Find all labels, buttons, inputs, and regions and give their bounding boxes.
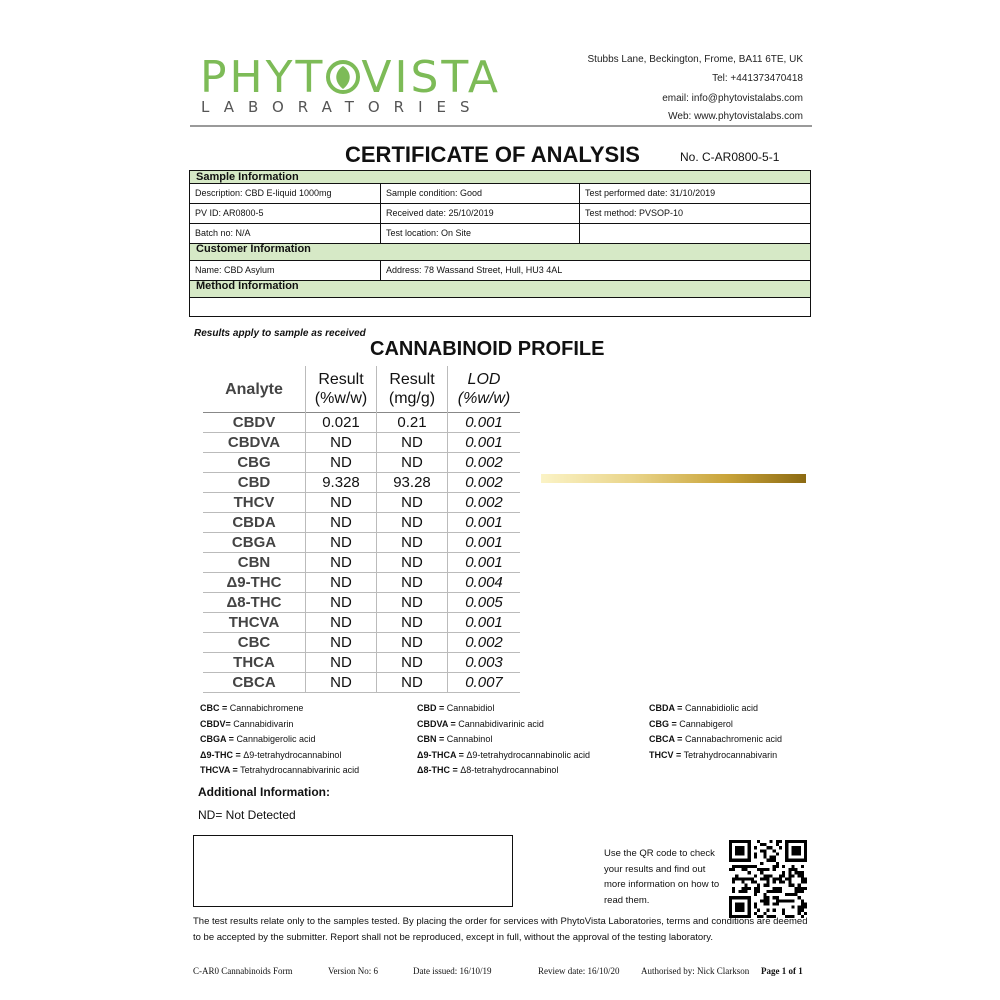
- lod-value: 0.002: [448, 633, 521, 653]
- footer-review: Review date: 16/10/20: [538, 966, 620, 976]
- lod-value: 0.001: [448, 553, 521, 573]
- table-row: [203, 553, 520, 573]
- test-method: Test method: PVSOP-10: [585, 208, 684, 218]
- legend-desc: Cannabidivarinic acid: [458, 718, 544, 729]
- lod-value: 0.001: [448, 533, 521, 553]
- legend-desc: Δ9-tetrahydrocannabinolic acid: [466, 749, 590, 760]
- certificate-number: No. C-AR0800-5-1: [680, 150, 780, 164]
- legend-abbr: Δ9-THCA =: [417, 749, 464, 760]
- legend-desc: Cannabidivarin: [233, 718, 294, 729]
- method-info-heading: Method Information: [190, 281, 810, 298]
- result-mg: 93.28: [377, 473, 448, 493]
- result-mg: ND: [377, 593, 448, 613]
- legend-column-2: [417, 701, 590, 779]
- sample-info-heading: Sample Information: [190, 171, 810, 184]
- result-percent: ND: [306, 433, 377, 453]
- header-label: Result: [318, 371, 364, 388]
- qr-instructions: Use the QR code to check your results and find out more information on how to read them.: [604, 848, 720, 906]
- legend-item: [200, 732, 359, 748]
- legend-abbr: CBDVA =: [417, 718, 456, 729]
- header-lod: [448, 366, 521, 413]
- logo-subtitle: LABORATORIES: [201, 98, 484, 116]
- cannabinoid-table: [203, 366, 520, 693]
- legend-desc: Δ9-tetrahydrocannabinol: [243, 749, 342, 760]
- legend-item: [417, 701, 590, 717]
- table-row: [203, 593, 520, 613]
- pv-id: PV ID: AR0800-5: [190, 204, 381, 223]
- analyte-name: CBG: [203, 453, 306, 473]
- method-info-row: [190, 298, 810, 316]
- legend-abbr: Δ9-THC =: [200, 749, 241, 760]
- legend-item: [200, 763, 359, 779]
- lod-value: 0.003: [448, 653, 521, 673]
- legend-abbr: CBGA =: [200, 734, 234, 744]
- header-unit: (%w/w): [457, 390, 511, 407]
- sample-condition: Sample condition: Good: [381, 184, 580, 203]
- legend-item: [649, 732, 782, 748]
- nd-note: ND= Not Detected: [198, 808, 296, 822]
- legend-item: [649, 701, 782, 717]
- logo-text-right: VISTA: [361, 52, 501, 103]
- analyte-name: CBC: [203, 633, 306, 653]
- legend-abbr: CBDV=: [200, 718, 231, 729]
- result-percent: ND: [306, 453, 377, 473]
- result-percent: ND: [306, 533, 377, 553]
- analyte-name: CBN: [203, 553, 306, 573]
- test-performed-date: Test performed date: 31/10/2019: [585, 188, 716, 198]
- customer-info-heading: Customer Information: [190, 244, 810, 261]
- contact-tel: Tel: +441373470418: [712, 73, 803, 84]
- header-unit: (%w/w): [314, 390, 368, 407]
- contact-address: Stubbs Lane, Beckington, Frome, BA11 6TE, UK: [587, 54, 803, 65]
- customer-name: Name: CBD Asylum: [190, 261, 381, 280]
- result-mg: ND: [377, 433, 448, 453]
- legend-abbr: CBCA =: [649, 734, 683, 744]
- legend-abbr: CBC =: [200, 703, 228, 713]
- test-location: Test location: On Site: [381, 224, 580, 243]
- page-title: CERTIFICATE OF ANALYSIS: [345, 142, 640, 167]
- logo-text-left: PHYT: [200, 52, 326, 103]
- result-percent: ND: [306, 573, 377, 593]
- result-mg: 0.21: [377, 413, 448, 433]
- table-header-row: [203, 366, 520, 413]
- additional-info-title: Additional Information:: [198, 785, 330, 799]
- legend-desc: Cannabigerol: [679, 718, 733, 729]
- table-row: [190, 261, 810, 281]
- analyte-name: Δ8-THC: [203, 593, 306, 613]
- result-mg: ND: [377, 613, 448, 633]
- header-label: LOD: [467, 371, 501, 388]
- result-mg: ND: [377, 573, 448, 593]
- table-row: [203, 453, 520, 473]
- result-mg: ND: [377, 553, 448, 573]
- table-row: [203, 413, 520, 433]
- result-percent: ND: [306, 613, 377, 633]
- legend-desc: Tetrahydrocannabivarin: [683, 749, 778, 760]
- legend-item: [200, 748, 359, 764]
- lod-value: 0.001: [448, 433, 521, 453]
- result-mg: ND: [377, 513, 448, 533]
- table-row: [203, 533, 520, 553]
- legend-desc: Cannabigerolic acid: [236, 734, 316, 744]
- legend-item: [649, 717, 782, 733]
- legend-item: [200, 701, 359, 717]
- lod-value: 0.002: [448, 453, 521, 473]
- footer-version: Version No: 6: [328, 966, 378, 976]
- footer-authorised: Authorised by: Nick Clarkson: [641, 966, 750, 976]
- legend-item: [417, 748, 590, 764]
- contact-email[interactable]: email: info@phytovistalabs.com: [662, 93, 803, 104]
- table-row: [203, 573, 520, 593]
- results-note: Results apply to sample as received: [194, 328, 366, 339]
- qr-code-icon[interactable]: [729, 840, 807, 918]
- lod-value: 0.001: [448, 613, 521, 633]
- table-row: [203, 673, 520, 693]
- table-row: [203, 513, 520, 533]
- legend-abbr: CBD =: [417, 703, 445, 713]
- result-mg: ND: [377, 673, 448, 693]
- result-mg: ND: [377, 533, 448, 553]
- result-percent: ND: [306, 633, 377, 653]
- table-row: [203, 433, 520, 453]
- legend-column-3: [649, 701, 782, 763]
- legend-desc: Cannabachromenic acid: [684, 734, 782, 744]
- decorative-gold-bar: [541, 474, 806, 483]
- analyte-name: THCV: [203, 493, 306, 513]
- result-percent: ND: [306, 673, 377, 693]
- analyte-name: CBCA: [203, 673, 306, 693]
- analyte-name: THCVA: [203, 613, 306, 633]
- legend-abbr: CBG =: [649, 718, 677, 729]
- legend-abbr: Δ8-THC =: [417, 765, 458, 775]
- contact-web[interactable]: Web: www.phytovistalabs.com: [668, 111, 803, 122]
- lod-value: 0.007: [448, 673, 521, 693]
- legend-desc: Cannabidiol: [446, 703, 495, 713]
- analyte-name: CBGA: [203, 533, 306, 553]
- header-result-percent: [306, 366, 377, 413]
- disclaimer: The test results relate only to the samples tested. By placing the order for services with PhytoVista Laboratories, terms and conditions are deemed to be accepted by the submitter. Report shall not be reproduced, except in full, without the approval of the testing laboratory.: [193, 916, 808, 943]
- table-row: [203, 473, 520, 493]
- result-percent: 0.021: [306, 413, 377, 433]
- legend-item: [417, 763, 590, 779]
- legend-item: [417, 717, 590, 733]
- header-divider: [190, 125, 812, 127]
- footer-form: C-AR0 Cannabinoids Form: [193, 966, 293, 976]
- legend-abbr: THCV =: [649, 749, 682, 760]
- lod-value: 0.004: [448, 573, 521, 593]
- table-row: [203, 493, 520, 513]
- legend-abbr: THCVA =: [200, 765, 238, 775]
- legend-item: [649, 748, 782, 764]
- result-percent: 9.328: [306, 473, 377, 493]
- table-row: [203, 613, 520, 633]
- analyte-name: Δ9-THC: [203, 573, 306, 593]
- legend-desc: Cannabichromene: [229, 703, 304, 713]
- lod-value: 0.001: [448, 513, 521, 533]
- footer-page: Page 1 of 1: [761, 966, 803, 976]
- legend-abbr: CBDA =: [649, 703, 683, 713]
- lod-value: 0.001: [448, 413, 521, 433]
- result-percent: ND: [306, 553, 377, 573]
- legend-desc: Cannabidiolic acid: [684, 703, 758, 713]
- result-percent: ND: [306, 513, 377, 533]
- info-table: [189, 170, 811, 317]
- result-percent: ND: [306, 653, 377, 673]
- footer-issued: Date issued: 16/10/19: [413, 966, 492, 976]
- section-title: CANNABINOID PROFILE: [370, 338, 605, 360]
- table-row: [190, 204, 810, 224]
- analyte-name: CBDV: [203, 413, 306, 433]
- sample-description: Description: CBD E-liquid 1000mg: [190, 184, 381, 203]
- legend-desc: Cannabinol: [446, 734, 493, 744]
- result-percent: ND: [306, 593, 377, 613]
- leaf-icon: [326, 58, 360, 96]
- legend-desc: Δ8-tetrahydrocannabinol: [460, 765, 559, 775]
- legend-abbr: CBN =: [417, 734, 445, 744]
- result-mg: ND: [377, 653, 448, 673]
- header-analyte: Analyte: [225, 380, 283, 398]
- header-unit: (mg/g): [388, 390, 436, 407]
- batch-no: Batch no: N/A: [190, 224, 381, 243]
- result-mg: ND: [377, 493, 448, 513]
- comments-box: [193, 835, 513, 907]
- table-row: [203, 633, 520, 653]
- legend-item: [417, 732, 590, 748]
- lod-value: 0.005: [448, 593, 521, 613]
- empty-cell: [580, 224, 810, 243]
- result-mg: ND: [377, 453, 448, 473]
- header-result-mg: [377, 366, 448, 413]
- table-row: [190, 224, 810, 244]
- table-row: [203, 653, 520, 673]
- analyte-name: CBDA: [203, 513, 306, 533]
- received-date: Received date: 25/10/2019: [381, 204, 580, 223]
- legend-desc: Tetrahydrocannabivarinic acid: [240, 765, 360, 775]
- lod-value: 0.002: [448, 473, 521, 493]
- customer-address: Address: 78 Wassand Street, Hull, HU3 4AL: [386, 265, 563, 275]
- result-percent: ND: [306, 493, 377, 513]
- header-label: Result: [389, 371, 435, 388]
- table-row: [190, 184, 810, 204]
- result-mg: ND: [377, 633, 448, 653]
- legend-column-1: [200, 701, 359, 779]
- analyte-name: CBD: [203, 473, 306, 493]
- analyte-name: CBDVA: [203, 433, 306, 453]
- legend-item: [200, 717, 359, 733]
- analyte-name: THCA: [203, 653, 306, 673]
- brand-logo: [200, 52, 501, 103]
- lod-value: 0.002: [448, 493, 521, 513]
